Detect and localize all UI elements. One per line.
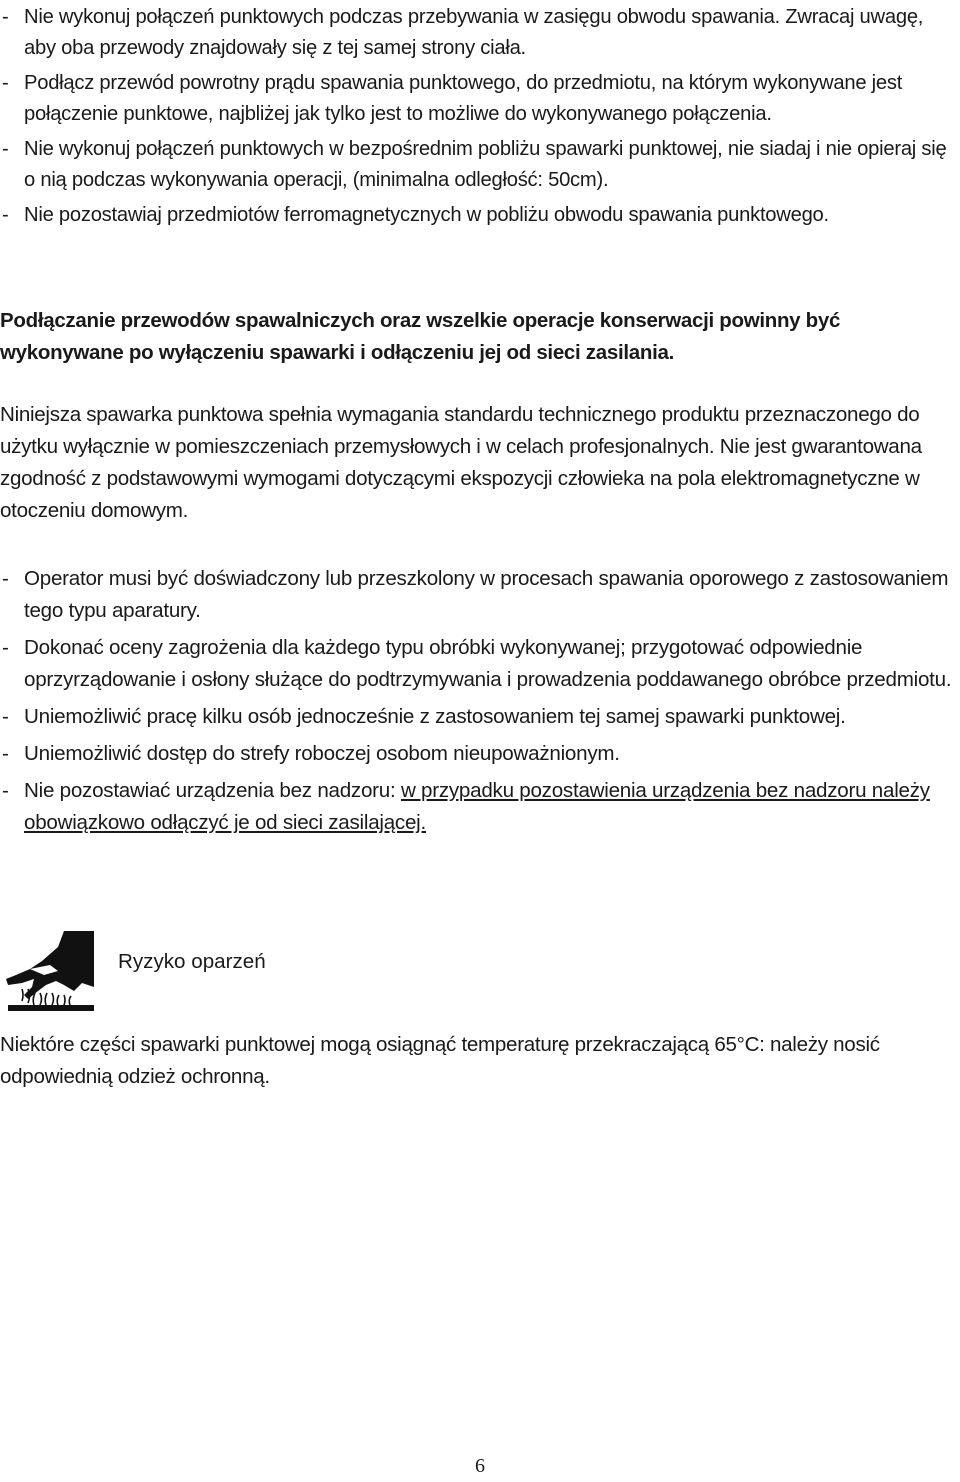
- bold-warning: Podłączanie przewodów spawalniczych oraz wszelkie operacje konserwacji powinny być wykonywane po wyłączeniu spawarki i odłączeniu jej od sieci zasilania.: [0, 309, 841, 364]
- page-number: 6: [475, 1455, 485, 1477]
- bullet-dash: -: [2, 72, 9, 94]
- list-item: [0, 632, 958, 696]
- bullet-dash: -: [2, 567, 9, 590]
- safety-list-top: [0, 2, 958, 235]
- list-item: [0, 701, 958, 733]
- list-item-text: Operator musi być doświadczony lub przeszkolony w procesach spawania oporowego z zastosowaniem tego typu aparatury.: [24, 567, 949, 622]
- list-item: [0, 2, 958, 64]
- list-item-text: Nie wykonuj połączeń punktowych w bezpośrednim pobliżu spawarki punktowej, nie siadaj i nie opieraj się o nią podczas wykonywania operacji, (minimalna odległość: 50cm).: [24, 138, 947, 191]
- list-item-unattended: [0, 775, 958, 839]
- bullet-dash: -: [2, 636, 9, 659]
- list-item-text: Uniemożliwić pracę kilku osób jednocześnie z zastosowaniem tej samej spawarki punktowej.: [24, 705, 846, 728]
- list-item-text: Nie wykonuj połączeń punktowych podczas przebywania w zasięgu obwodu spawania. Zwracaj uwagę, aby oba przewody znajdowały się z tej samej strony ciała.: [24, 6, 924, 59]
- list-item: [0, 738, 958, 770]
- bullet-dash: -: [2, 204, 9, 226]
- list-item-text: Podłącz przewód powrotny prądu spawania punktowego, do przedmiotu, na którym wykonywane jest połączenie punktowe, najbliżej jak tylko jest to możliwe do wykonywanego połączenia.: [24, 72, 903, 125]
- bullet-dash: -: [2, 705, 9, 728]
- emc-paragraph: Niniejsza spawarka punktowa spełnia wymagania standardu technicznego produktu przeznaczonego do użytku wyłącznie w pomieszczeniach przemysłowych i w celach profesjonalnych. Nie jest gwarantowana zgodność z podstawowymi wymogami dotyczącymi ekspozycji człowieka na pola elektromagnetyczne w otoczeniu domowym.: [0, 403, 922, 522]
- burn-risk-text: Niektóre części spawarki punktowej mogą osiągnąć temperaturę przekraczającą 65°C: należy nosić odpowiednią odzież ochronną.: [0, 1033, 880, 1088]
- bullet-dash: -: [2, 138, 9, 160]
- list-item: [0, 200, 958, 231]
- bullet-dash: -: [2, 779, 9, 802]
- list-item-text: Nie pozostawiaj przedmiotów ferromagnetycznych w pobliżu obwodu spawania punktowego.: [24, 204, 829, 226]
- list-item-text: Nie pozostawiać urządzenia bez nadzoru:: [24, 779, 401, 802]
- list-item: [0, 68, 958, 130]
- burn-risk-title: Ryzyko oparzeń: [118, 950, 266, 973]
- list-item: [0, 563, 958, 627]
- safety-list-bottom: [0, 563, 958, 844]
- bullet-dash: -: [2, 742, 9, 765]
- underlined-instruction: w przypadku pozostawienia urządzenia bez nadzoru należy obowiązkowo odłączyć je od sieci zasilającej.: [24, 779, 930, 834]
- bullet-dash: -: [2, 6, 9, 28]
- list-item-text: Dokonać oceny zagrożenia dla każdego typu obróbki wykonywanej; przygotować odpowiednie oprzyrządowanie i osłony służące do podtrzymywania i prowadzenia poddawanego obróbce przedmiotu.: [24, 636, 952, 691]
- list-item: [0, 134, 958, 196]
- list-item-text: Uniemożliwić dostęp do strefy roboczej osobom nieupoważnionym.: [24, 742, 620, 765]
- hot-surface-hand-icon: [2, 925, 94, 1017]
